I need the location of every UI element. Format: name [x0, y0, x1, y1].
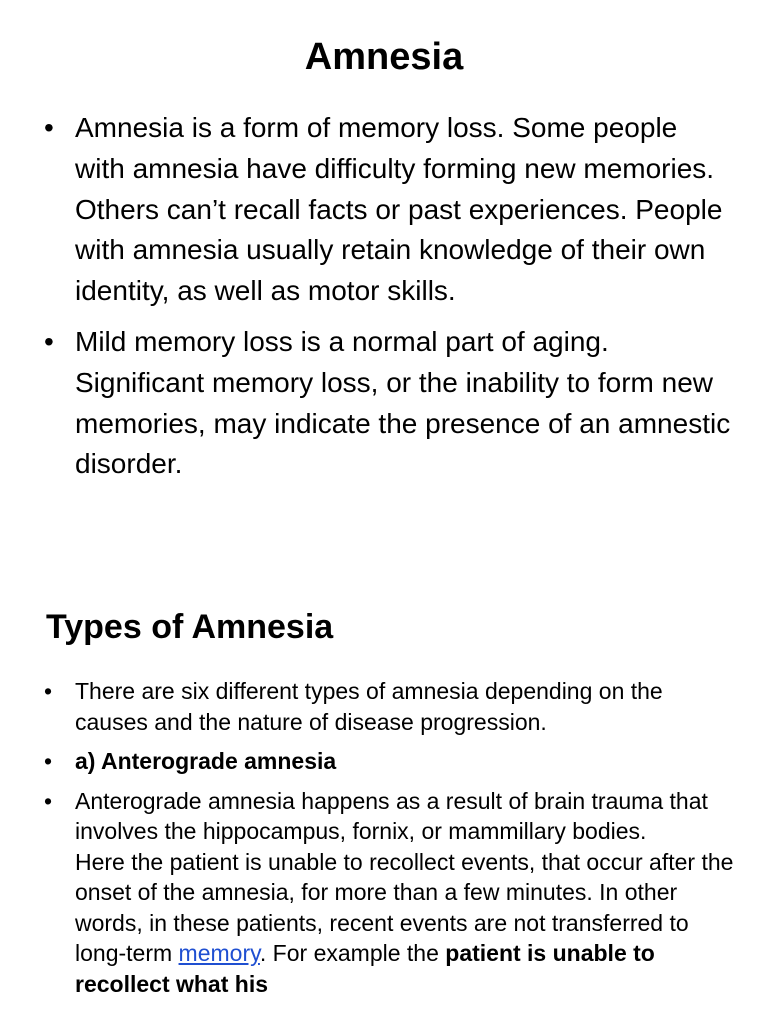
bullet-text-after-link: . For example the — [259, 940, 446, 966]
bullet-text: Anterograde amnesia happens as a result of brain trauma that involves the hippocampus, fornix, or mammillary bodies. — [75, 787, 708, 844]
bullet-marker: • — [44, 325, 54, 357]
bullet-list — [44, 676, 734, 1008]
memory-link[interactable]: memory — [178, 940, 260, 966]
bullet-text-continued: Here the patient is unable to recollect events, that occur after the onset of the amnesia, for more than a few minutes. In other words, in these patients, recent events are not transferred to long-term — [75, 848, 734, 966]
bullet-marker: • — [44, 787, 53, 814]
bullet-list — [44, 108, 734, 495]
list-item — [44, 786, 734, 1000]
bullet-text: Mild memory loss is a normal part of aging. Significant memory loss, or the inability to form new memories, may indicate the presence of an amnestic disorder. — [75, 325, 731, 480]
bullet-text: There are six different types of amnesia depending on the causes and the nature of disease progression. — [75, 678, 663, 735]
slide-types-of-amnesia — [0, 580, 768, 1024]
list-item — [44, 746, 734, 777]
list-item — [44, 676, 734, 737]
slide-title: Types of Amnesia — [46, 608, 334, 646]
list-item — [44, 322, 734, 485]
bullet-text: Amnesia is a form of memory loss. Some people with amnesia have difficulty forming new memories. Others can’t recall facts or past experiences. People with amnesia usually retain knowledge of their own identity, as well as motor skills. — [75, 112, 723, 307]
bullet-marker: • — [44, 748, 53, 774]
bullet-marker: • — [44, 678, 53, 704]
bold-emphasis: patient is unable to recollect what his — [75, 940, 655, 997]
list-item — [44, 108, 734, 312]
bullet-marker: • — [44, 112, 54, 143]
subheading-anterograde: a) Anterograde amnesia — [75, 748, 337, 774]
slide-title: Amnesia — [304, 36, 464, 78]
